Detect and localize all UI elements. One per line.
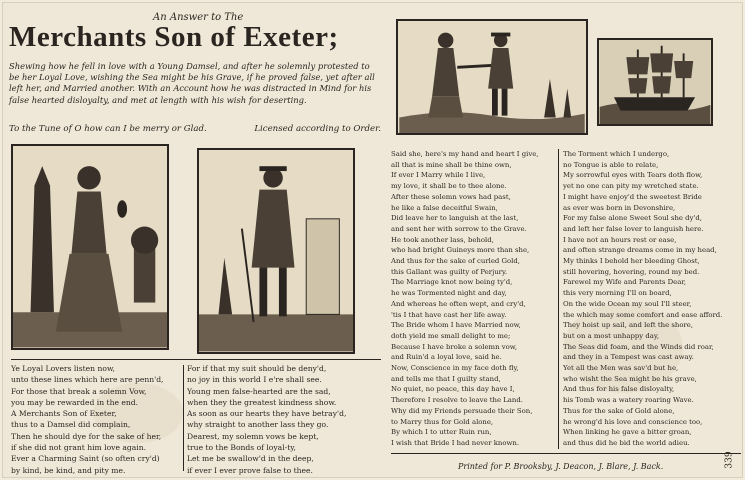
verse-line: and Ruin'd a loyal love, said he. (391, 353, 502, 362)
verse-line: No quiet, no peace, this day have I, (391, 385, 515, 394)
page-number: 339 (724, 451, 735, 469)
verse-line: doth yield me small delight to me; (391, 331, 511, 340)
verse-line: this Gallant was guilty of Perjury. (391, 267, 508, 276)
verse-line: As soon as our hearts they have betray'd, (187, 409, 347, 419)
verse-line: Why did my Friends persuade their Son, (391, 406, 533, 415)
verse-line: And thus for his false disloyalty, (563, 385, 675, 394)
verse-line: when they the greatest kindness show. (187, 397, 337, 407)
verse-line: My sorrowful eyes with Tears doth flow, (563, 171, 703, 180)
verse-column-3 (391, 149, 555, 449)
imprint: Printed for P. Brooksby, J. Deacon, J. Blare, J. Back. (458, 462, 664, 471)
verse-line: no Tongue is able to relate, (563, 160, 659, 169)
verse-line: and thus did he bid the world adieu. (563, 438, 690, 447)
verse-line: he was Tormented night and day, (391, 289, 507, 298)
verse-line: Did leave her to languish at the last, (391, 214, 519, 223)
verse-line: you may be rewarded in the end. (11, 397, 139, 407)
verse-line: Ever a Charming Saint (so often cry'd) (11, 454, 160, 464)
verse-line: to Marry thus for Gold alone, (391, 417, 494, 426)
verse-column-4 (563, 149, 741, 449)
verse-line: After these solemn vows had past, (391, 192, 511, 201)
verse-line: who had bright Guineys more than she, (391, 246, 530, 255)
verse-line: Dearest, my solemn vows be kept, (187, 431, 319, 441)
verse-line: but on a most unhappy day, (563, 331, 660, 340)
verse-line: Because I have broke a solemn vow, (391, 342, 518, 351)
verse-line: When linking he gave a bitter groan, (563, 428, 692, 437)
verse-line: and they in a Tempest was cast away. (563, 353, 694, 362)
verse-line: And thus for the sake of curled Gold, (391, 257, 520, 266)
verse-line: this very morning I'll on board, (563, 289, 672, 298)
verse-line: and tells me that I guilty stand, (391, 374, 501, 383)
tune-line (9, 124, 381, 134)
verse-line: I might have enjoy'd the sweetest Bride (563, 192, 702, 201)
verse-line: his Tomb was a watery roaring Wave. (563, 396, 694, 405)
verse-line: And whereas he often wept, and cry'd, (391, 299, 526, 308)
verse-line: if she did not grant him love again. (11, 443, 146, 453)
verse-line: Said she, here's my hand and heart I give, (391, 150, 539, 158)
verse-line: no joy in this world I e're shall see. (187, 375, 322, 385)
verse-line: the which may some comfort and ease afford. (563, 310, 723, 319)
verse-line: and often strange dreams come in my head, (563, 246, 717, 255)
verse-line: They hoist up sail, and left the shore, (563, 321, 694, 330)
gentleman-woodcut (197, 148, 355, 354)
verse-line: He took another lass, behold, (391, 235, 494, 244)
column-divider (183, 365, 184, 471)
broadside-sheet (2, 2, 743, 478)
verse-line: by kind, be kind, and pity me. (11, 465, 126, 475)
verse-line: For those that break a solemn Vow, (11, 386, 147, 396)
column-divider (558, 149, 559, 449)
column-rule (391, 453, 741, 454)
license-text: Licensed according to Order. (254, 124, 381, 134)
verse-line: On the wide Ocean my soul I'll steer, (563, 299, 692, 308)
tune-text: To the Tune of O how can I be merry or Glad. (9, 124, 207, 134)
couple-woodcut (396, 19, 588, 135)
page-title: Merchants Son of Exeter; (9, 21, 339, 53)
verse-line: if ever I ever prove false to thee. (187, 465, 313, 475)
pre-title: An Answer to The (153, 12, 244, 23)
verse-line: The Marriage knot now being ty'd, (391, 278, 513, 287)
column-rule (11, 359, 381, 360)
verse-line: The Torment which I undergo, (563, 150, 670, 158)
ship-illustration (599, 40, 711, 124)
subtitle: Shewing how he fell in love with a Young Damsel, and after he solemnly protested to be her Loyal Love, wishing the Sea might be his Grave, if he proved false, yet after all left her, and Married another. With an Account how he was distracted in Mind for his false hearted disloyalty, and met at length with his wish for deserting. (9, 61, 375, 105)
verse-line: Now, Conscience in my face doth fly, (391, 364, 519, 373)
verse-line: My thinks I behold her bleeding Ghost, (563, 257, 700, 266)
couple-illustration (398, 21, 586, 133)
verse-line: why straight to another lass they go. (187, 420, 329, 430)
verse-line: The Bride whom I have Married now, (391, 321, 521, 330)
verse-line: For if that my suit should be deny'd, (187, 364, 327, 373)
verse-line: Let me be swallow'd in the deep, (187, 454, 314, 464)
verse-line: who wisht the Sea might be his grave, (563, 374, 697, 383)
verse-line: Yet all the Men was sav'd but he, (563, 364, 679, 373)
verse-line: he wrong'd his love and conscience too, (563, 417, 703, 426)
verse-line: all that is mine shall be thine own, (391, 160, 512, 169)
verse-line: unto these lines which here are penn'd, (11, 375, 164, 385)
verse-line: and left her false lover to languish here. (563, 224, 704, 233)
verse-line: Farewel my Wife and Parents Dear, (563, 278, 687, 287)
verse-line: true to the Bonds of loyal-ty, (187, 443, 296, 453)
verse-line: A Merchants Son of Exeter, (11, 409, 117, 419)
ship-woodcut (597, 38, 713, 126)
verse-line: I wish that Bride I had never known. (391, 438, 520, 447)
verse-line: By which I to utter Ruin run, (391, 428, 492, 437)
verse-line: 'tis I that have cast her life away. (391, 310, 507, 319)
verse-line: The Seas did foam, and the Winds did roar, (563, 342, 714, 351)
verse-column-1 (11, 363, 181, 476)
verse-line: For my false alone Sweet Soul she dy'd, (563, 214, 702, 223)
verse-line: as ever was born in Devonshire, (563, 203, 676, 212)
verse-line: Thus for the sake of Gold alone, (563, 406, 675, 415)
verse-line: my love, it shall be to thee alone. (391, 182, 507, 191)
lady-woodcut (11, 144, 169, 350)
verse-line: Then he should dye for the sake of her, (11, 431, 162, 441)
verse-line: If ever I Marry while I live, (391, 171, 486, 180)
verse-line: Therefore I resolve to leave the Land. (391, 396, 523, 405)
verse-line: he like a false deceitful Swain, (391, 203, 498, 212)
verse-line: and sent her with sorrow to the Grave. (391, 224, 527, 233)
verse-line: Ye Loyal Lovers listen now, (11, 364, 115, 373)
verse-line: thus to a Damsel did complain, (11, 420, 131, 430)
gentleman-illustration (199, 150, 353, 352)
verse-line: still hovering, hovering, round my bed. (563, 267, 700, 276)
verse-line: yet no one can pity my wretched state. (563, 182, 699, 191)
verse-line: I have not an hours rest or ease, (563, 235, 677, 244)
lady-illustration (13, 146, 167, 348)
verse-line: Young men false-hearted are the sad, (187, 386, 331, 396)
verse-column-2 (187, 363, 381, 476)
